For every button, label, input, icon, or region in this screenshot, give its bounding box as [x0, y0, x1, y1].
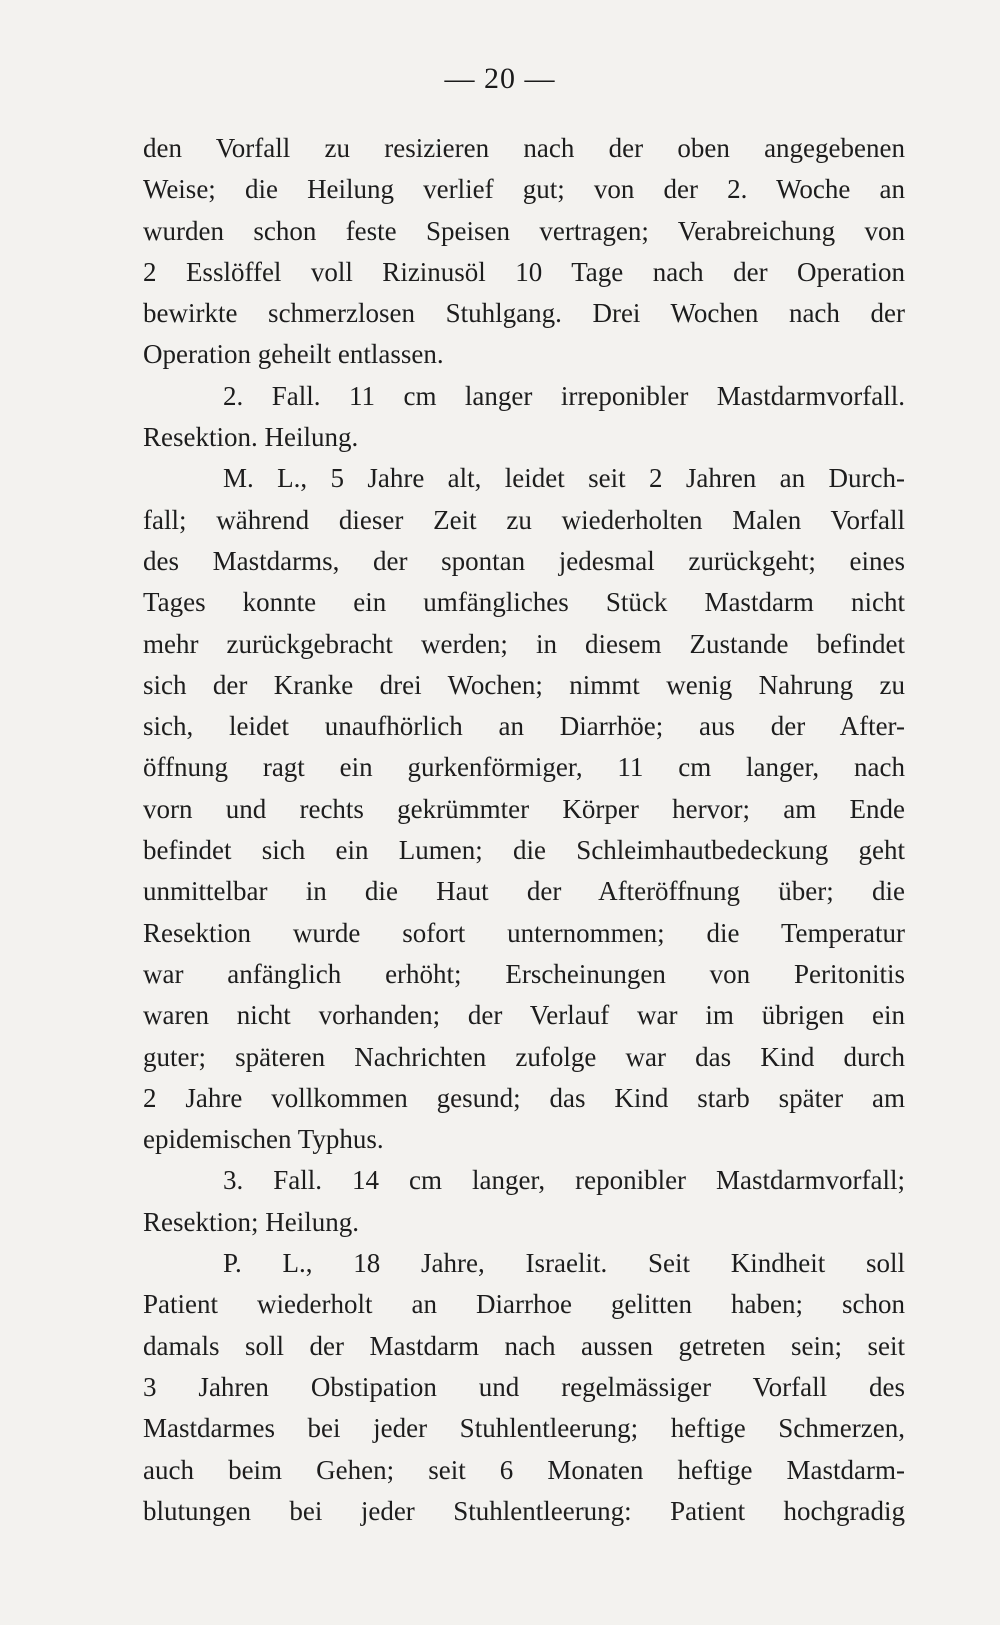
- text-line: des Mastdarms, der spontan jedesmal zurückgeht; eines: [143, 545, 905, 576]
- text-line: Tages konnte ein umfängliches Stück Mastdarm nicht: [143, 587, 905, 618]
- text-line: blutungen bei jeder Stuhlentleerung: Patient hochgradig: [143, 1495, 905, 1526]
- text-line: Resektion; Heilung.: [143, 1206, 359, 1237]
- text-line: den Vorfall zu resizieren nach der oben angegebenen: [143, 133, 905, 163]
- text-line: mehr zurückgebracht werden; in diesem Zustande befindet: [143, 628, 905, 659]
- text-line: bewirkte schmerzlosen Stuhlgang. Drei Wochen nach der: [143, 298, 905, 329]
- text-line: epidemischen Typhus.: [143, 1124, 384, 1155]
- body-text: [143, 128, 905, 1532]
- text-line: 2 Jahre vollkommen gesund; das Kind starb später am: [143, 1082, 905, 1113]
- text-line: 2. Fall. 11 cm langer irreponibler Mastdarmvorfall.: [223, 380, 905, 411]
- text-line: vorn und rechts gekrümmter Körper hervor; am Ende: [143, 793, 905, 824]
- text-line: Resektion. Heilung.: [143, 422, 359, 453]
- text-line: damals soll der Mastdarm nach aussen getreten sein; seit: [143, 1330, 905, 1361]
- text-line: fall; während dieser Zeit zu wiederholten Malen Vorfall: [143, 504, 905, 535]
- text-line: P. L., 18 Jahre, Israelit. Seit Kindheit soll: [223, 1248, 905, 1279]
- text-line: 3. Fall. 14 cm langer, reponibler Mastdarmvorfall;: [223, 1165, 905, 1196]
- text-line: Mastdarmes bei jeder Stuhlentleerung; heftige Schmerzen,: [143, 1413, 905, 1444]
- text-line: Weise; die Heilung verlief gut; von der 2. Woche an: [143, 174, 905, 205]
- text-line: guter; späteren Nachrichten zufolge war das Kind durch: [143, 1041, 905, 1072]
- text-line: waren nicht vorhanden; der Verlauf war im übrigen ein: [143, 1000, 905, 1031]
- text-line: wurden schon feste Speisen vertragen; Verabreichung von: [143, 215, 905, 246]
- text-line: Resektion wurde sofort unternommen; die Temperatur: [143, 917, 905, 948]
- text-line: Operation geheilt entlassen.: [143, 339, 444, 370]
- text-line: auch beim Gehen; seit 6 Monaten heftige Mastdarm-: [143, 1454, 905, 1485]
- text-line: 3 Jahren Obstipation und regelmässiger Vorfall des: [143, 1371, 905, 1402]
- text-line: öffnung ragt ein gurkenförmiger, 11 cm langer, nach: [143, 752, 905, 783]
- text-line: befindet sich ein Lumen; die Schleimhautbedeckung geht: [143, 835, 905, 866]
- text-line: unmittelbar in die Haut der Afteröffnung über; die: [143, 876, 905, 907]
- text-line: Patient wiederholt an Diarrhoe gelitten haben; schon: [143, 1289, 905, 1320]
- text-line: sich, leidet unaufhörlich an Diarrhöe; aus der After-: [143, 711, 905, 742]
- text-line: war anfänglich erhöht; Erscheinungen von Peritonitis: [143, 958, 905, 989]
- text-line: sich der Kranke drei Wochen; nimmt wenig Nahrung zu: [143, 669, 905, 700]
- text-line: 2 Esslöffel voll Rizinusöl 10 Tage nach der Operation: [143, 256, 905, 287]
- text-line: M. L., 5 Jahre alt, leidet seit 2 Jahren an Durch-: [223, 463, 905, 494]
- page-number: — 20 —: [444, 62, 556, 95]
